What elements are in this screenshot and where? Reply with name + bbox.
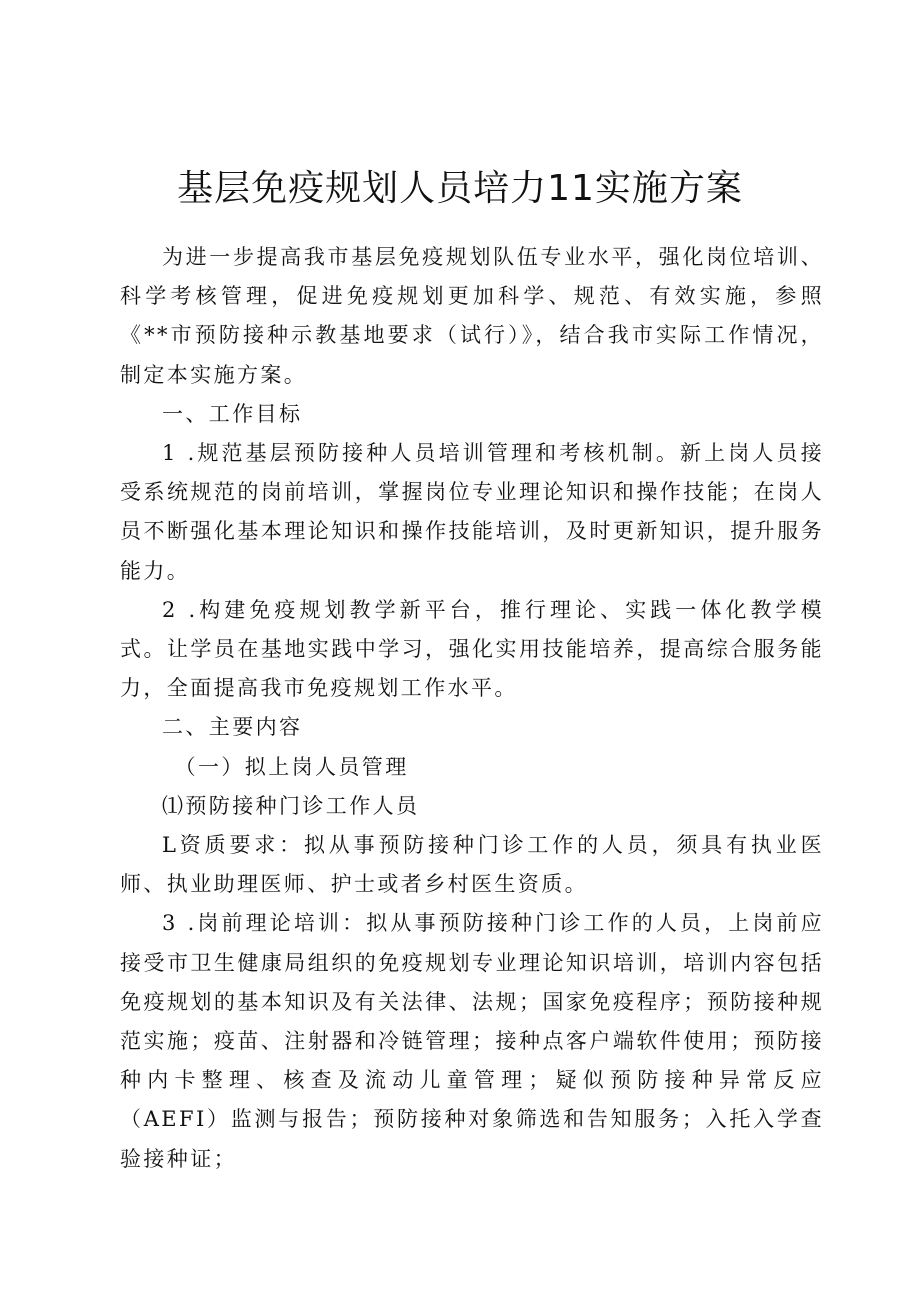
goal-paragraph-1: 1 .规范基层预防接种人员培训管理和考核机制。新上岗人员接受系统规范的岗前培训，掌握岗位专业理论知识和操作技能；在岗人员不断强化基本理论知识和操作技能培训，及时更新知识，提升服务能力。 <box>120 441 824 583</box>
intro-paragraph: 为进一步提高我市基层免疫规划队伍专业水平，强化岗位培训、科学考核管理，促进免疫规划更加科学、规范、有效实施，参照《**市预防接种示教基地要求（试行）》，结合我市实际工作情况，制定本实施方案。 <box>120 245 824 387</box>
goal-paragraph-2: 2 .构建免疫规划教学新平台，推行理论、实践一体化教学模式。让学员在基地实践中学习，强化实用技能培养，提高综合服务能力，全面提高我市免疫规划工作水平。 <box>120 597 824 701</box>
section-heading-content: 二、主要内容 <box>162 715 303 740</box>
qualification-paragraph: L资质要求：拟从事预防接种门诊工作的人员，须具有执业医师、执业助理医师、护士或者乡村医生资质。 <box>120 833 824 897</box>
training-paragraph: 3 .岗前理论培训：拟从事预防接种门诊工作的人员，上岗前应接受市卫生健康局组织的免疫规划专业理论知识培训，培训内容包括免疫规划的基本知识及有关法律、法规；国家免疫程序；预防接种规范实施；疫苗、注射器和冷链管理；接种点客户端软件使用；预防接种内卡整理、核查及流动儿童管理；疑似预防接种异常反应（AEFI）监测与报告；预防接种对象筛选和告知服务；入托入学查验接种证； <box>120 911 824 1171</box>
section-heading-goals: 一、工作目标 <box>162 401 303 426</box>
subsection-heading-staff: （一）拟上岗人员管理 <box>174 754 409 779</box>
item-heading-clinic-staff: ⑴预防接种门诊工作人员 <box>162 793 420 818</box>
document-body <box>120 238 824 1179</box>
document-title: 基层免疫规划人员培力11实施方案 <box>177 168 743 209</box>
